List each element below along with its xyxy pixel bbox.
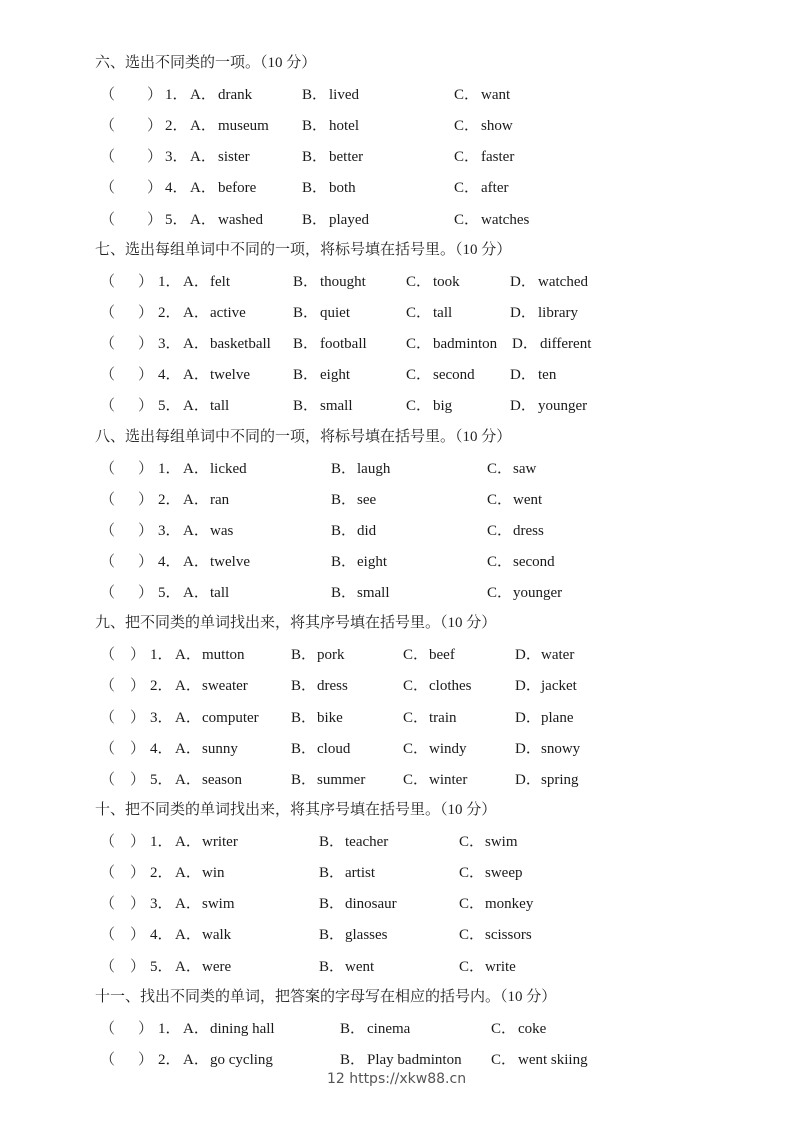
option-c-label: C．	[403, 710, 429, 726]
answer-blank-close: ）	[147, 118, 163, 134]
answer-blank-open[interactable]: （	[100, 647, 116, 663]
option-a-label: A．	[190, 149, 216, 165]
question-row	[0, 490, 793, 510]
option-a-label: A．	[190, 87, 216, 103]
option-c-word: sweep	[485, 865, 523, 881]
option-d-label: D．	[512, 336, 538, 352]
option-b-label: B．	[331, 461, 357, 477]
question-row	[0, 708, 793, 728]
option-b-word: lived	[329, 87, 359, 103]
option-a-word: tall	[210, 585, 230, 601]
option-d-label: D．	[515, 647, 541, 663]
option-a-label: A．	[183, 461, 209, 477]
question-number: 4．	[165, 180, 188, 196]
option-d-word: library	[538, 305, 578, 321]
option-b-word: small	[320, 398, 353, 414]
option-b-word: did	[357, 523, 377, 539]
option-b-label: B．	[319, 927, 345, 943]
option-a-label: A．	[183, 336, 209, 352]
option-c-word: clothes	[429, 678, 472, 694]
option-b-label: B．	[293, 367, 319, 383]
option-b-label: B．	[319, 896, 345, 912]
option-c-label: C．	[406, 367, 432, 383]
answer-blank-open[interactable]: （	[100, 678, 116, 694]
question-row	[0, 925, 793, 945]
option-b-label: B．	[291, 710, 317, 726]
option-a-word: felt	[210, 274, 230, 290]
question-row	[0, 1050, 793, 1070]
question-number: 3．	[165, 149, 188, 165]
question-number: 5．	[158, 585, 181, 601]
option-c-word: swim	[485, 834, 518, 850]
option-c-word: winter	[429, 772, 468, 788]
option-a-label: A．	[183, 492, 209, 508]
option-a-word: writer	[202, 834, 238, 850]
question-number: 2．	[150, 678, 173, 694]
option-a-word: basketball	[210, 336, 271, 352]
question-row	[0, 645, 793, 665]
option-d-label: D．	[515, 741, 541, 757]
option-a-label: A．	[183, 585, 209, 601]
option-c-word: went skiing	[518, 1052, 588, 1068]
option-c-word: watches	[481, 212, 530, 228]
answer-blank-close: ）	[147, 180, 163, 196]
option-b-label: B．	[291, 647, 317, 663]
answer-blank-open[interactable]: （	[100, 367, 116, 383]
option-b-label: B．	[291, 678, 317, 694]
option-a-word: drank	[218, 87, 253, 103]
option-b-label: B．	[293, 336, 319, 352]
option-c-label: C．	[403, 772, 429, 788]
option-a-label: A．	[175, 772, 201, 788]
answer-blank-open[interactable]: （	[100, 585, 116, 601]
option-c-word: younger	[513, 585, 563, 601]
option-b-word: laugh	[357, 461, 391, 477]
option-c-word: second	[433, 367, 475, 383]
answer-blank-close: ）	[147, 212, 163, 228]
question-row	[0, 116, 793, 136]
option-b-word: went	[345, 959, 375, 975]
section-6-title: 六、选出不同类的一项。（10 分）	[95, 55, 317, 71]
option-c-word: took	[433, 274, 460, 290]
option-d-word: younger	[538, 398, 588, 414]
option-c-label: C．	[406, 336, 432, 352]
option-c-word: write	[485, 959, 516, 975]
option-c-word: coke	[518, 1021, 547, 1037]
option-a-word: licked	[210, 461, 247, 477]
option-a-label: A．	[175, 896, 201, 912]
option-c-label: C．	[487, 523, 513, 539]
option-d-label: D．	[515, 772, 541, 788]
option-b-word: played	[329, 212, 369, 228]
option-b-label: B．	[331, 523, 357, 539]
answer-blank-open[interactable]: （	[100, 274, 116, 290]
answer-blank-open[interactable]: （	[100, 212, 116, 228]
question-number: 1．	[158, 461, 181, 477]
option-c-word: dress	[513, 523, 544, 539]
option-a-word: sister	[218, 149, 250, 165]
option-c-label: C．	[403, 647, 429, 663]
option-b-word: football	[320, 336, 367, 352]
option-c-word: big	[433, 398, 453, 414]
answer-blank-close: ）	[138, 367, 154, 383]
option-c-label: C．	[491, 1021, 517, 1037]
option-c-word: saw	[513, 461, 537, 477]
answer-blank-open[interactable]: （	[100, 461, 116, 477]
answer-blank-open[interactable]: （	[100, 87, 116, 103]
question-number: 4．	[158, 367, 181, 383]
question-row	[0, 303, 793, 323]
option-b-word: better	[329, 149, 364, 165]
question-row	[0, 770, 793, 790]
question-row	[0, 396, 793, 416]
question-number: 2．	[158, 305, 181, 321]
option-c-label: C．	[454, 87, 480, 103]
option-b-word: cinema	[367, 1021, 411, 1037]
question-number: 2．	[165, 118, 188, 134]
option-c-label: C．	[454, 180, 480, 196]
question-number: 5．	[150, 772, 173, 788]
option-a-label: A．	[190, 118, 216, 134]
page-footer-watermark: 12 https://xkw88.cn	[326, 1071, 467, 1087]
answer-blank-open[interactable]: （	[100, 523, 116, 539]
question-row	[0, 85, 793, 105]
option-d-label: D．	[510, 305, 536, 321]
answer-blank-open[interactable]: （	[100, 492, 116, 508]
option-d-label: D．	[510, 274, 536, 290]
option-a-word: swim	[202, 896, 235, 912]
question-number: 5．	[150, 959, 173, 975]
option-a-word: mutton	[202, 647, 245, 663]
question-number: 1．	[150, 834, 173, 850]
option-b-word: bike	[317, 710, 343, 726]
question-number: 3．	[158, 336, 181, 352]
option-b-word: teacher	[345, 834, 389, 850]
option-c-word: beef	[429, 647, 455, 663]
answer-blank-close: ）	[138, 1021, 154, 1037]
option-c-word: faster	[481, 149, 515, 165]
answer-blank-open[interactable]: （	[100, 118, 116, 134]
option-a-word: go cycling	[210, 1052, 273, 1068]
answer-blank-close: ）	[138, 274, 154, 290]
option-b-word: thought	[320, 274, 366, 290]
answer-blank-close: ）	[130, 710, 146, 726]
question-row	[0, 272, 793, 292]
option-d-word: jacket	[541, 678, 577, 694]
answer-blank-close: ）	[130, 896, 146, 912]
answer-blank-open[interactable]: （	[100, 741, 116, 757]
option-b-word: glasses	[345, 927, 388, 943]
question-number: 3．	[150, 710, 173, 726]
option-a-label: A．	[175, 710, 201, 726]
question-number: 4．	[150, 741, 173, 757]
option-b-word: hotel	[329, 118, 359, 134]
option-b-word: quiet	[320, 305, 350, 321]
option-a-word: before	[218, 180, 257, 196]
answer-blank-close: ）	[130, 927, 146, 943]
option-b-word: summer	[317, 772, 366, 788]
answer-blank-close: ）	[138, 554, 154, 570]
option-c-word: show	[481, 118, 513, 134]
option-a-label: A．	[190, 212, 216, 228]
answer-blank-open[interactable]: （	[100, 865, 116, 881]
question-row	[0, 583, 793, 603]
option-a-word: ran	[210, 492, 230, 508]
option-a-label: A．	[175, 834, 201, 850]
question-row	[0, 832, 793, 852]
option-a-label: A．	[183, 305, 209, 321]
section-10-title: 十、把不同类的单词找出来，将其序号填在括号里。（10 分）	[95, 802, 497, 818]
option-a-label: A．	[183, 367, 209, 383]
option-a-word: washed	[218, 212, 263, 228]
question-number: 1．	[158, 1021, 181, 1037]
option-d-word: different	[540, 336, 592, 352]
option-c-word: train	[429, 710, 457, 726]
question-row	[0, 459, 793, 479]
option-b-word: see	[357, 492, 377, 508]
question-row	[0, 521, 793, 541]
question-number: 2．	[158, 1052, 181, 1068]
option-a-word: win	[202, 865, 225, 881]
option-c-word: want	[481, 87, 511, 103]
answer-blank-open[interactable]: （	[100, 959, 116, 975]
answer-blank-close: ）	[138, 492, 154, 508]
option-c-label: C．	[454, 212, 480, 228]
option-b-label: B．	[302, 212, 328, 228]
option-a-word: tall	[210, 398, 230, 414]
question-number: 5．	[158, 398, 181, 414]
option-a-word: were	[202, 959, 232, 975]
answer-blank-close: ）	[147, 87, 163, 103]
answer-blank-close: ）	[130, 741, 146, 757]
answer-blank-open[interactable]: （	[100, 927, 116, 943]
question-number: 1．	[150, 647, 173, 663]
option-b-label: B．	[331, 585, 357, 601]
option-c-word: windy	[429, 741, 467, 757]
answer-blank-close: ）	[138, 585, 154, 601]
answer-blank-close: ）	[130, 647, 146, 663]
question-row	[0, 552, 793, 572]
option-b-label: B．	[319, 834, 345, 850]
option-a-label: A．	[175, 959, 201, 975]
answer-blank-close: ）	[138, 461, 154, 477]
option-d-label: D．	[510, 398, 536, 414]
option-b-word: dinosaur	[345, 896, 397, 912]
answer-blank-close: ）	[138, 523, 154, 539]
question-row	[0, 894, 793, 914]
section-11-title: 十一、找出不同类的单词，把答案的字母写在相应的括号内。（10 分）	[95, 989, 557, 1005]
option-b-label: B．	[331, 492, 357, 508]
question-row	[0, 210, 793, 230]
option-d-word: snowy	[541, 741, 581, 757]
option-d-label: D．	[515, 678, 541, 694]
answer-blank-open[interactable]: （	[100, 305, 116, 321]
section-7-title: 七、选出每组单词中不同的一项，将标号填在括号里。（10 分）	[95, 242, 512, 258]
option-a-label: A．	[175, 927, 201, 943]
answer-blank-open[interactable]: （	[100, 772, 116, 788]
question-number: 1．	[165, 87, 188, 103]
option-a-label: A．	[183, 398, 209, 414]
question-number: 4．	[158, 554, 181, 570]
question-number: 2．	[150, 865, 173, 881]
option-a-label: A．	[175, 865, 201, 881]
answer-blank-close: ）	[130, 772, 146, 788]
question-row	[0, 957, 793, 977]
answer-blank-open[interactable]: （	[100, 834, 116, 850]
option-b-label: B．	[302, 118, 328, 134]
option-a-label: A．	[183, 1052, 209, 1068]
option-d-label: D．	[510, 367, 536, 383]
option-b-label: B．	[302, 87, 328, 103]
option-a-label: A．	[190, 180, 216, 196]
option-c-label: C．	[491, 1052, 517, 1068]
option-b-label: B．	[340, 1021, 366, 1037]
option-c-word: scissors	[485, 927, 532, 943]
option-a-label: A．	[183, 1021, 209, 1037]
option-a-word: walk	[202, 927, 232, 943]
option-a-word: twelve	[210, 367, 250, 383]
option-b-word: both	[329, 180, 356, 196]
option-c-label: C．	[459, 959, 485, 975]
option-a-word: dining hall	[210, 1021, 275, 1037]
option-c-label: C．	[487, 492, 513, 508]
question-row	[0, 334, 793, 354]
option-a-word: sweater	[202, 678, 248, 694]
option-b-label: B．	[331, 554, 357, 570]
answer-blank-close: ）	[130, 865, 146, 881]
option-c-label: C．	[459, 865, 485, 881]
option-a-label: A．	[183, 523, 209, 539]
option-a-label: A．	[175, 647, 201, 663]
option-b-word: pork	[317, 647, 345, 663]
answer-blank-close: ）	[130, 678, 146, 694]
option-b-label: B．	[319, 959, 345, 975]
option-b-label: B．	[291, 772, 317, 788]
option-a-label: A．	[183, 554, 209, 570]
option-c-label: C．	[459, 896, 485, 912]
option-c-label: C．	[459, 927, 485, 943]
option-b-word: dress	[317, 678, 348, 694]
answer-blank-open[interactable]: （	[100, 149, 116, 165]
option-b-label: B．	[291, 741, 317, 757]
option-b-label: B．	[340, 1052, 366, 1068]
option-b-word: eight	[320, 367, 350, 383]
option-b-word: cloud	[317, 741, 351, 757]
question-number: 2．	[158, 492, 181, 508]
answer-blank-close: ）	[138, 1052, 154, 1068]
option-a-word: computer	[202, 710, 259, 726]
question-row	[0, 739, 793, 759]
option-b-label: B．	[319, 865, 345, 881]
option-c-label: C．	[406, 305, 432, 321]
question-number: 4．	[150, 927, 173, 943]
option-b-label: B．	[302, 180, 328, 196]
option-a-label: A．	[183, 274, 209, 290]
answer-blank-close: ）	[138, 398, 154, 414]
question-row	[0, 863, 793, 883]
option-d-label: D．	[515, 710, 541, 726]
question-number: 5．	[165, 212, 188, 228]
option-d-word: water	[541, 647, 575, 663]
option-b-label: B．	[293, 398, 319, 414]
answer-blank-close: ）	[130, 959, 146, 975]
option-c-word: after	[481, 180, 509, 196]
option-a-word: active	[210, 305, 246, 321]
option-b-word: artist	[345, 865, 375, 881]
option-a-label: A．	[175, 678, 201, 694]
option-c-word: tall	[433, 305, 453, 321]
option-b-label: B．	[302, 149, 328, 165]
option-c-word: went	[513, 492, 543, 508]
option-b-word: Play badminton	[367, 1052, 462, 1068]
option-d-word: watched	[538, 274, 588, 290]
question-number: 3．	[150, 896, 173, 912]
option-d-word: spring	[541, 772, 579, 788]
option-a-word: season	[202, 772, 242, 788]
answer-blank-open[interactable]: （	[100, 336, 116, 352]
option-d-word: ten	[538, 367, 557, 383]
option-c-label: C．	[459, 834, 485, 850]
section-8-title: 八、选出每组单词中不同的一项，将标号填在括号里。（10 分）	[95, 429, 512, 445]
question-row	[0, 178, 793, 198]
question-number: 3．	[158, 523, 181, 539]
option-b-label: B．	[293, 305, 319, 321]
option-c-word: badminton	[433, 336, 498, 352]
option-c-word: monkey	[485, 896, 534, 912]
option-c-label: C．	[406, 398, 432, 414]
option-c-label: C．	[487, 585, 513, 601]
answer-blank-close: ）	[147, 149, 163, 165]
answer-blank-open[interactable]: （	[100, 180, 116, 196]
option-c-label: C．	[403, 678, 429, 694]
option-c-label: C．	[487, 461, 513, 477]
answer-blank-open[interactable]: （	[100, 1021, 116, 1037]
option-c-word: second	[513, 554, 555, 570]
option-c-label: C．	[454, 149, 480, 165]
answer-blank-close: ）	[138, 305, 154, 321]
option-b-word: small	[357, 585, 390, 601]
question-row	[0, 147, 793, 167]
answer-blank-open[interactable]: （	[100, 1052, 116, 1068]
option-a-word: twelve	[210, 554, 250, 570]
option-b-label: B．	[293, 274, 319, 290]
answer-blank-open[interactable]: （	[100, 896, 116, 912]
answer-blank-open[interactable]: （	[100, 398, 116, 414]
option-a-label: A．	[175, 741, 201, 757]
option-c-label: C．	[403, 741, 429, 757]
question-number: 1．	[158, 274, 181, 290]
answer-blank-close: ）	[138, 336, 154, 352]
answer-blank-open[interactable]: （	[100, 710, 116, 726]
question-row	[0, 1019, 793, 1039]
option-d-word: plane	[541, 710, 574, 726]
answer-blank-close: ）	[130, 834, 146, 850]
option-b-word: eight	[357, 554, 387, 570]
section-9-title: 九、把不同类的单词找出来，将其序号填在括号里。（10 分）	[95, 615, 497, 631]
question-row	[0, 365, 793, 385]
option-a-word: museum	[218, 118, 269, 134]
option-c-label: C．	[406, 274, 432, 290]
question-row	[0, 676, 793, 696]
answer-blank-open[interactable]: （	[100, 554, 116, 570]
option-a-word: was	[210, 523, 234, 539]
option-c-label: C．	[454, 118, 480, 134]
option-a-word: sunny	[202, 741, 238, 757]
option-c-label: C．	[487, 554, 513, 570]
